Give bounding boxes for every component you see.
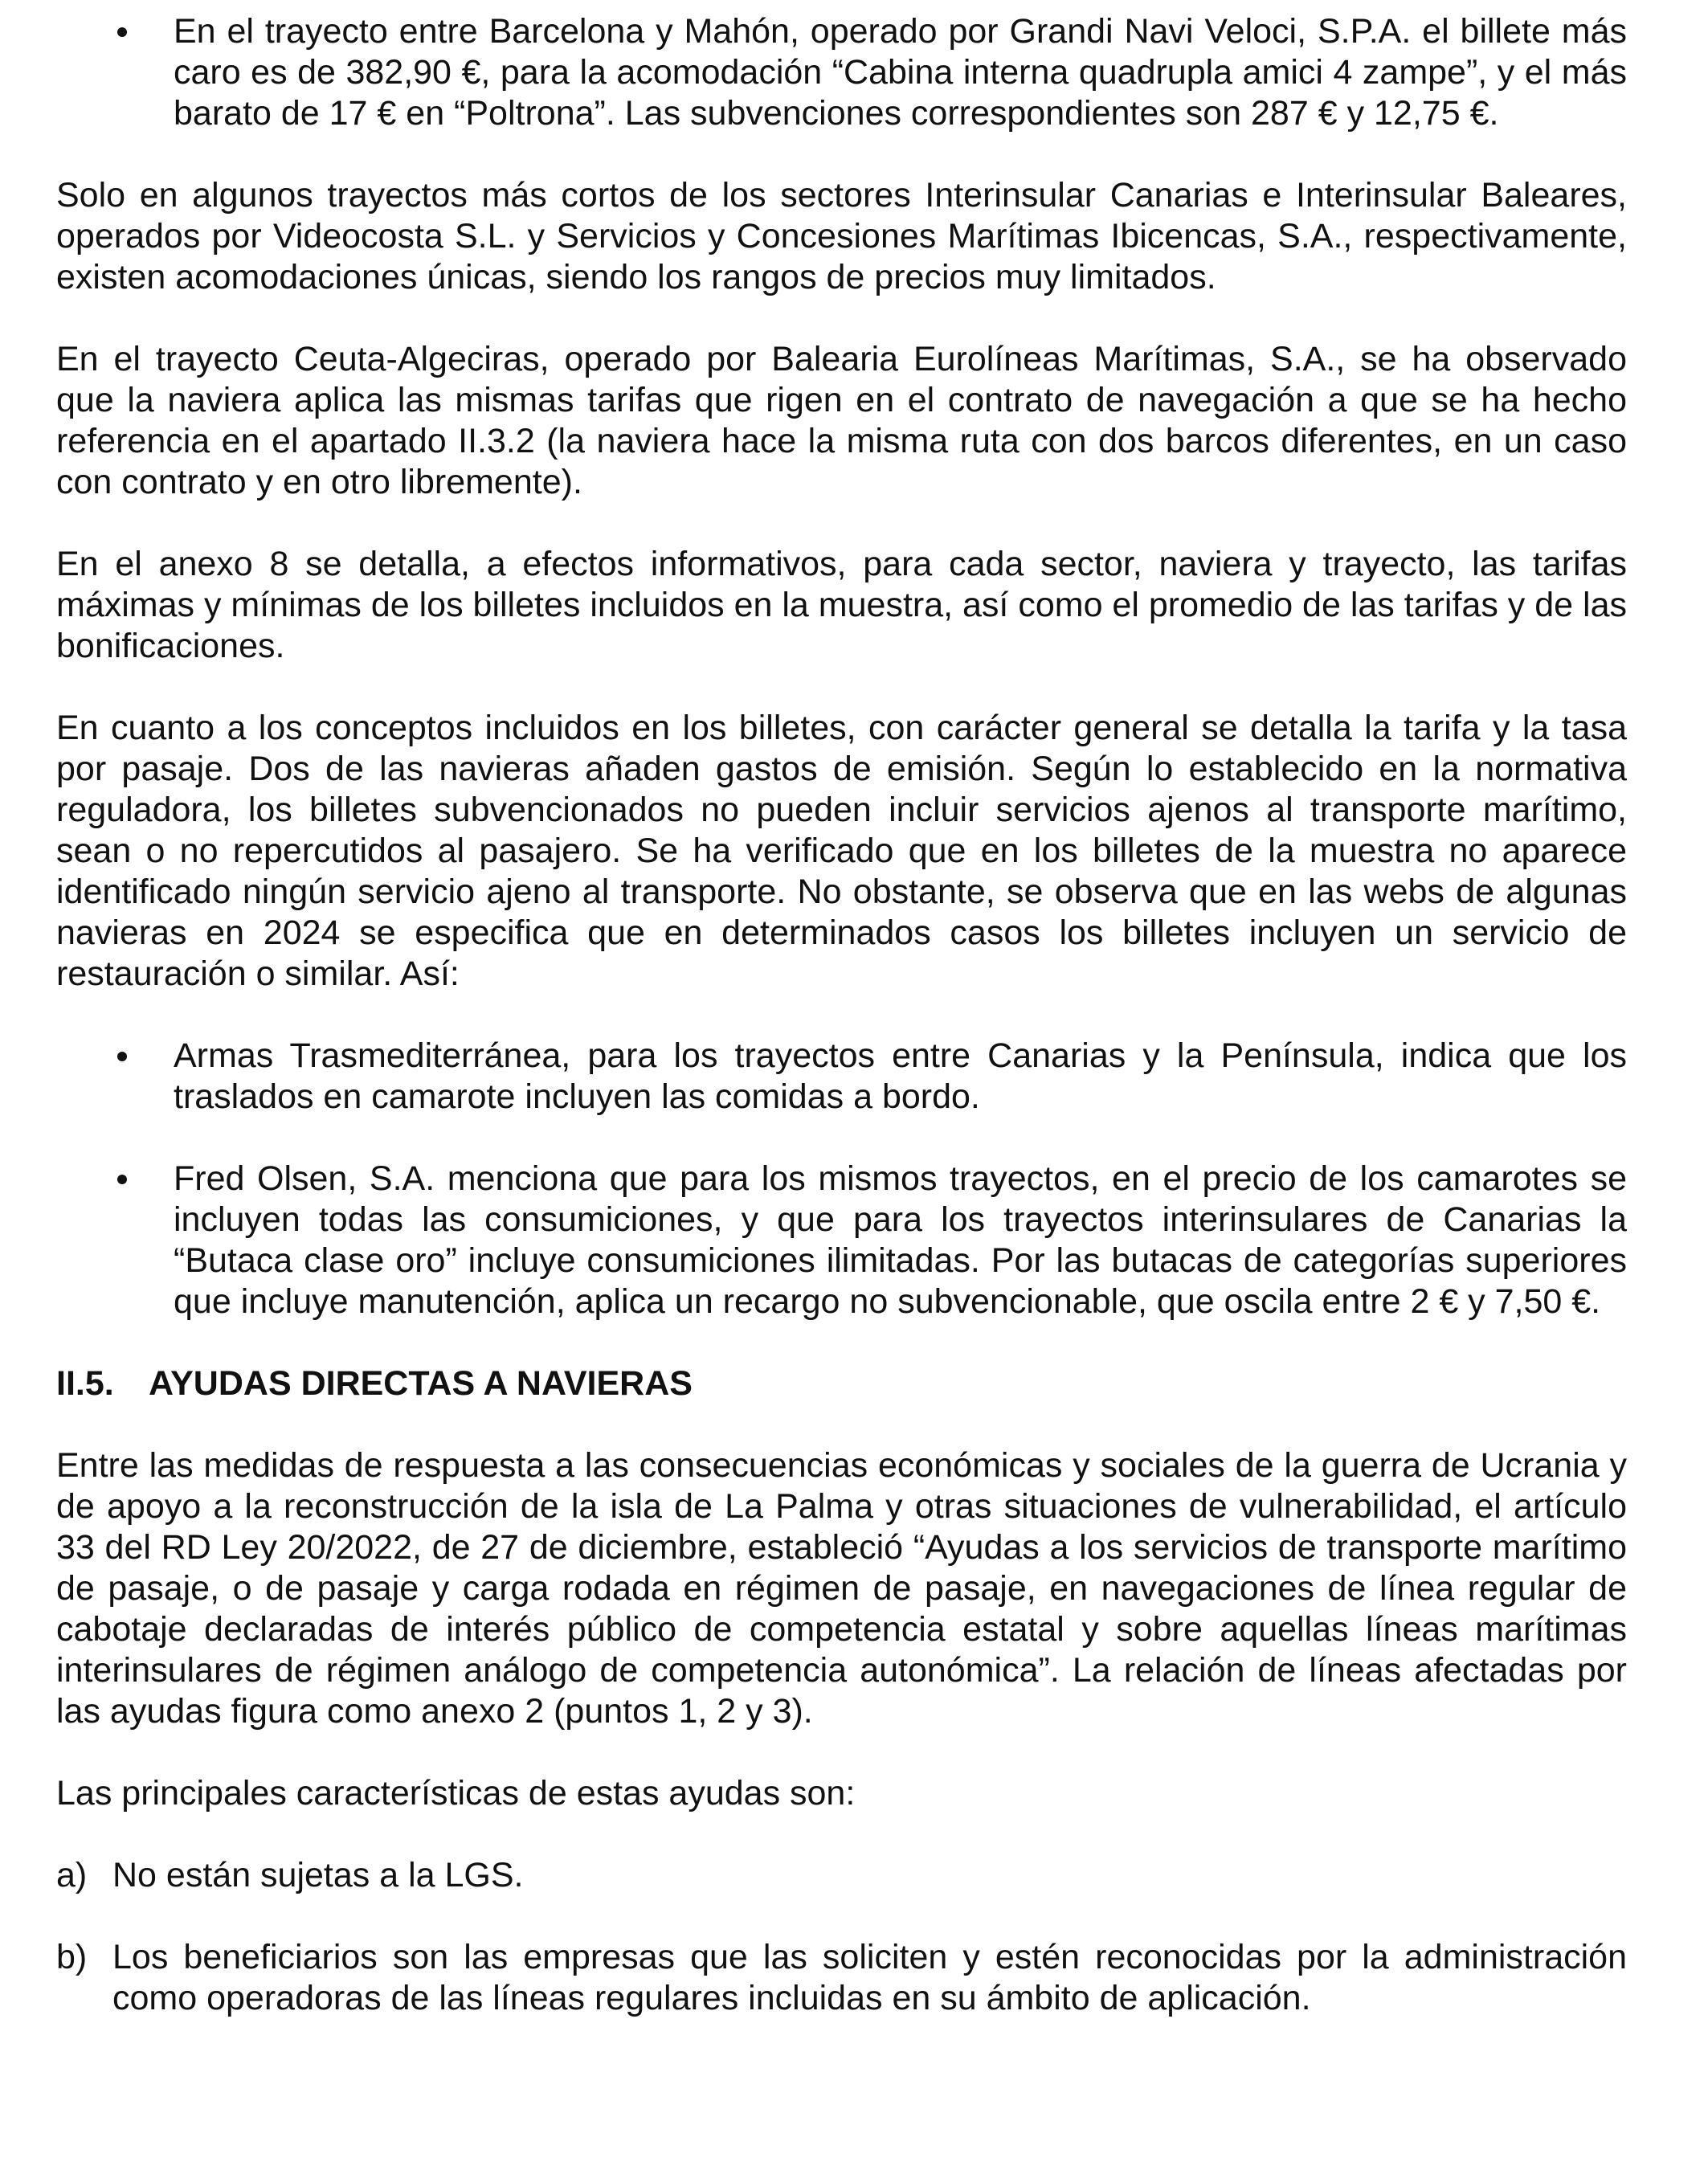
paragraph-trayectos-cortos: Solo en algunos trayectos más cortos de los sectores Interinsular Canarias e Interinsular Baleares, operados por Videocosta S.L. y Servicios y Concesiones Marítimas Ibicencas, S.A., respectivamente, existen acomodaciones únicas, siendo los rangos de precios muy limitados. <box>56 176 1627 296</box>
section-number: II.5. <box>56 1364 114 1403</box>
paragraph-ceuta-algeciras: En el trayecto Ceuta-Algeciras, operado por Balearia Eurolíneas Marítimas, S.A., se ha observado que la naviera aplica las mismas tarifas que rigen en el contrato de navegación a que se ha hecho referencia en el apartado II.3.2 (la naviera hace la misma ruta con dos barcos diferentes, en un caso con contrato y en otro libremente). <box>56 340 1627 501</box>
list-text: No están sujetas a la LGS. <box>112 1856 524 1894</box>
paragraph-medidas-respuesta: Entre las medidas de respuesta a las consecuencias económicas y sociales de la guerra de Ucrania y de apoyo a la reconstrucción de la isla de La Palma y otras situaciones de vulnerabilidad, el artículo 33 del RD Ley 20/2022, de 27 de diciembre, estableció “Ayudas a los servicios de transporte marítimo de pasaje, o de pasaje y carga rodada en régimen de pasaje, en navegaciones de línea regular de cabotaje declaradas de interés público de competencia estatal y sobre aquellas líneas marítimas interinsulares de régimen análogo de competencia autonómica”. La relación de líneas afectadas por las ayudas figura como anexo 2 (puntos 1, 2 y 3). <box>56 1446 1627 1731</box>
bullet-item-barcelona-mahon <box>56 11 1627 134</box>
lettered-item-a <box>56 1855 1627 1896</box>
bullet-text: Fred Olsen, S.A. menciona que para los mismos trayectos, en el precio de los camarotes se incluyen todas las consumiciones, y que para los trayectos interinsulares de Canarias la “Butaca clase oro” incluye consumiciones ilimitadas. Por las butacas de categorías superiores que incluye manutención, aplica un recargo no subvencionable, que oscila entre 2 € y 7,50 €. <box>174 1159 1627 1321</box>
bullet-item-fred-olsen <box>56 1159 1627 1322</box>
paragraph-anexo-8: En el anexo 8 se detalla, a efectos informativos, para cada sector, naviera y trayecto, las tarifas máximas y mínimas de los billetes incluidos en la muestra, así como el promedio de las tarifas y de las bonificaciones. <box>56 545 1627 665</box>
bullet-text: En el trayecto entre Barcelona y Mahón, operado por Grandi Navi Veloci, S.P.A. el billete más caro es de 382,90 €, para la acomodación “Cabina interna quadrupla amici 4 zampe”, y el más barato de 17 € en “Poltrona”. Las subvenciones correspondientes son 287 € y 12,75 €. <box>174 12 1627 133</box>
list-text: Los beneficiarios son las empresas que las soliciten y estén reconocidas por la administración como operadoras de las líneas regulares incluidas en su ámbito de aplicación. <box>112 1938 1627 2017</box>
list-letter: b) <box>56 1938 88 1976</box>
paragraph-conceptos-billetes: En cuanto a los conceptos incluidos en los billetes, con carácter general se detalla la tarifa y la tasa por pasaje. Dos de las navieras añaden gastos de emisión. Según lo establecido en la normativa reguladora, los billetes subvencionados no pueden incluir servicios ajenos al transporte marítimo, sean o no repercutidos al pasajero. Se ha verificado que en los billetes de la muestra no aparece identificado ningún servicio ajeno al transporte. No obstante, se observa que en las webs de algunas navieras en 2024 se especifica que en determinados casos los billetes incluyen un servicio de restauración o similar. Así: <box>56 709 1627 993</box>
lettered-item-b <box>56 1937 1627 2019</box>
bullet-item-armas <box>56 1036 1627 1118</box>
bullet-text: Armas Trasmediterránea, para los trayectos entre Canarias y la Península, indica que los traslados en camarote incluyen las comidas a bordo. <box>174 1036 1627 1116</box>
paragraph-caracteristicas: Las principales características de estas ayudas son: <box>56 1774 856 1813</box>
section-heading <box>56 1363 1627 1404</box>
document-page <box>56 11 1627 2060</box>
section-title: AYUDAS DIRECTAS A NAVIERAS <box>149 1364 693 1403</box>
list-letter: a) <box>56 1856 88 1894</box>
